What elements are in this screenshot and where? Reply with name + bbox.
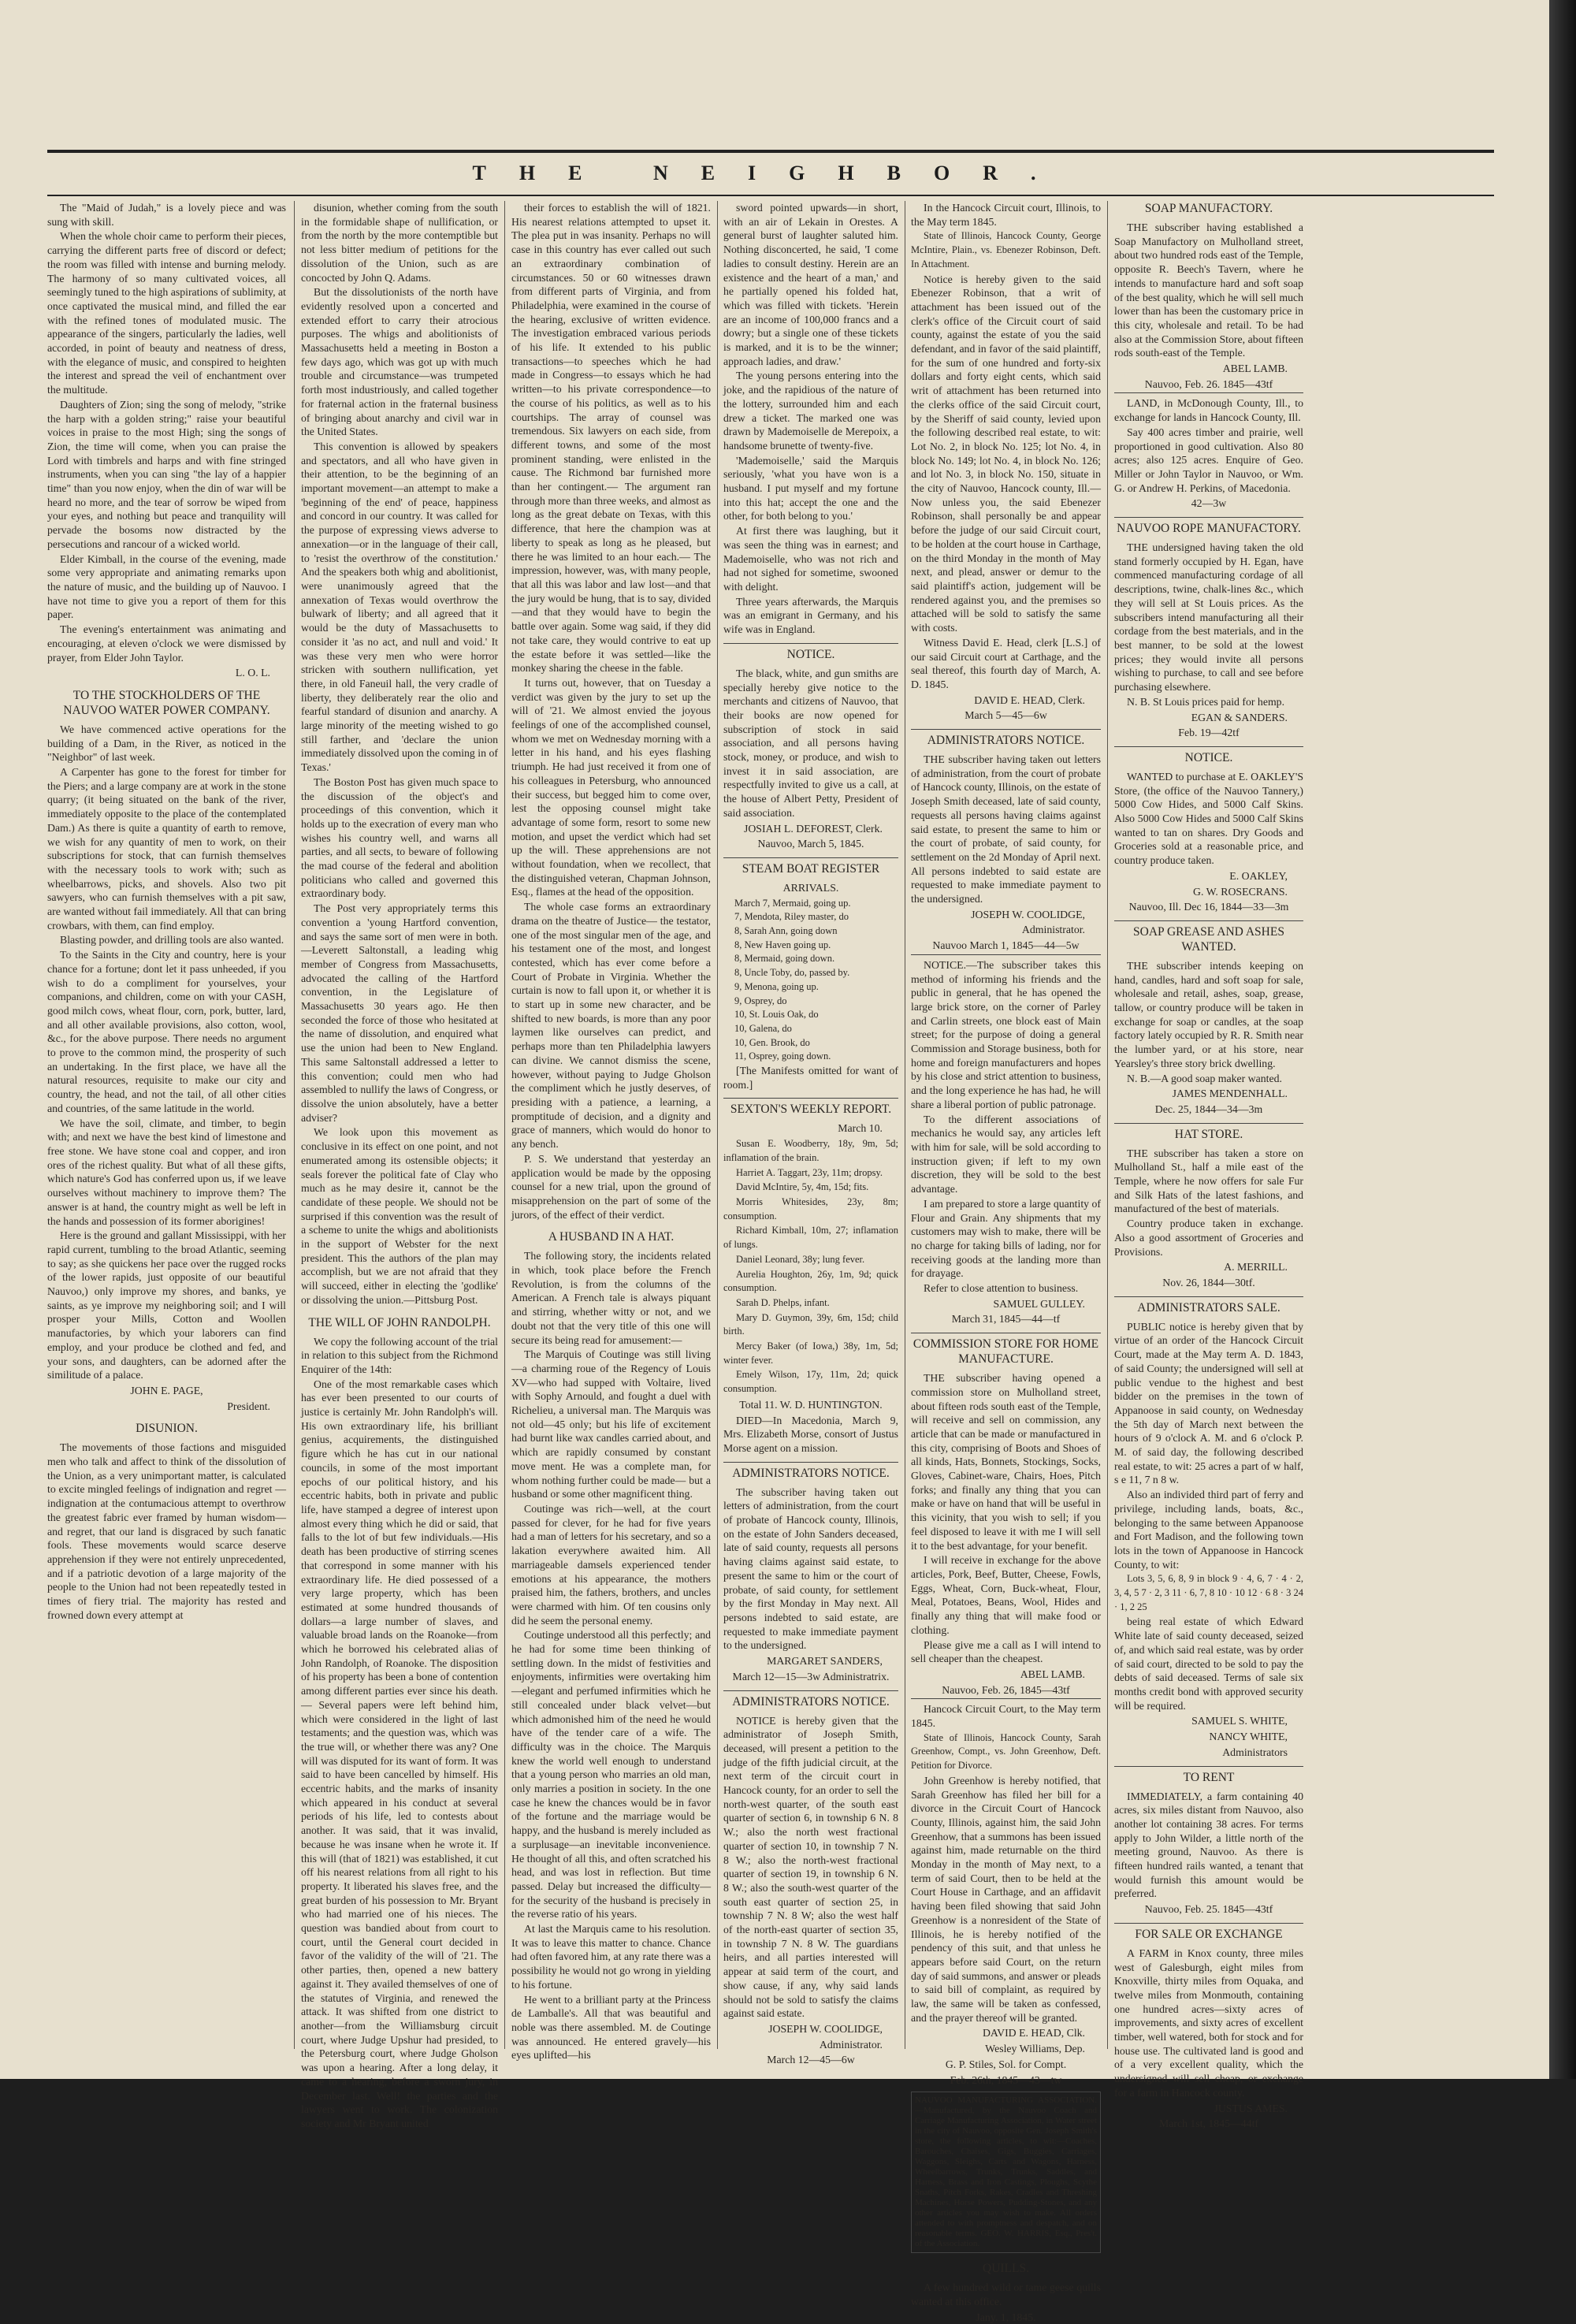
notice-heading: ADMINISTRATORS NOTICE. (723, 1690, 898, 1709)
notice-heading: SOAP GREASE AND ASHES WANTED. (1114, 920, 1303, 954)
advertisement-box: NAUVOO MANUFACTURING ASSOCIATION.—Manufactured, by the Nauvoo Coach and Carriage Manufacturing Association, in Water street in the city of Nauvoo, opposite Gen. Joseph Smith's store, the following articles, to wit:—Coaches, Barouches, Chaises, Gigs, Buggies, Carriages, Waggons, Sleighs, Carts and Wagons, Harness, Wheelbarrows, Trunks, Trunks, Saddles, and Harness, Brass and Iron Castings, Ploughs, Scythe Snaths, Pitch Forks, Rakes, Cradles and Threshing Machines, Horse Powers, Pudding-Stones, and any other articles you may wish to make. All orders attended to with promptness and despatch, and on reasonable terms. GEO. W. HARRIS, Esq., Pres't. of the Association. (911, 2092, 1101, 2253)
case-caption: State of Illinois, Hancock County, Sarah Greenhow, Compt., vs. John Greenhow, Deft. Petition for Divorce. (911, 1731, 1101, 1772)
signature-date: Jany. 1, 1845. (976, 2311, 1036, 2323)
list-item: 10, Gen. Brook, do (734, 1036, 810, 1048)
list-item: March 7, Mermaid, going up. (734, 897, 851, 909)
signature-date: Feb. 26th, 1845—43—tw (950, 2073, 1062, 2086)
signature: JAMES MENDENHALL. (1172, 1088, 1288, 1100)
signature: ABEL LAMB. (1020, 1668, 1085, 1680)
paragraph: When the whole choir came to perform their pieces, carrying the different parts free of discord or defect; the room was filled with intense and burning melody. The harmony of so many cultivated voices, all seemingly tuned to the high aspirations of sublimity, at once captivated the musical mind, and filled the ear with the refined tones of modulated music. The appearance of the singers, particularly the ladies, well accorded, in point of beauty and neatness of dress, with the elegance of music, and conspired to heighten the interest and spread the veil of enchantment over the multitude. (47, 230, 286, 396)
paragraph: Please give me a call as I will intend to sell cheaper than the cheapest. (911, 1638, 1101, 1665)
signature-date: Nauvoo, March 5, 1845. (757, 838, 864, 850)
lot-list: Lots 3, 5, 6, 8, 9 in block 9 · 4, 6, 7 · 4 · 2, 3, 4, 5 7 · 2, 3 11 · 6, 7, 8 10 · 10 12 · 6 8 · 3 24 · 1, 2 25 (1114, 1573, 1303, 1612)
signature: DAVID E. HEAD, Clk. (982, 2027, 1085, 2040)
paragraph: NOTICE is hereby given that the administrator of Joseph Smith, deceased, will present a petition to the judge of the fifth judicial circuit, at the next term of the circuit court in Hancock county, for an order to sell the north-west quarter, of the south east quarter of section 6, in township 6 N. 8 W.; also the north west fractional quarter of section 10, in township 7 N. 8 W.; also the north-west fractional quarter of section 19, in township 6 N. 8 W.; also the south-west quarter of the south east quarter of section 25, in township 7 N. 8 W; also the west half of the north-east quarter of section 35, in township 7 N. 8 W. The guardians heirs, and all parties interested will appear at said term of the court, and show cause, if any, why said lands should not be sold to satisfy the claims against said estate. (723, 1714, 898, 2020)
paragraph: PUBLIC notice is hereby given that by virtue of an order of the Hancock Circuit Court, made at the May term A. D. 1843, of said County; the undersigned will sell at public vendue to the highest and best bidder on the premises in the town of Appanoose in said county, on Wednesday the 5th day of March next between the hours of 9 o'clock A. M. and 6 o'clock P. M. of said day, the following described real estate, to wit: 25 acres a part of w half, s e 11, 7 n 8 w. (1114, 1320, 1303, 1486)
signature: DAVID E. HEAD, Clerk. (974, 693, 1085, 706)
list-item: Aurelia Houghton, 26y, 1m, 9d; quick consumption. (723, 1268, 898, 1294)
sexton-report-heading: SEXTON'S WEEKLY REPORT. (723, 1098, 898, 1117)
list-item: Mercy Baker (of Iowa,) 38y, 1m, 5d; winter fever. (723, 1340, 898, 1366)
signature-date: March 5—45—6w (965, 709, 1047, 722)
signature: JUSTUS AMES. (1214, 2102, 1288, 2114)
paragraph: But the dissolutionists of the north have evidently resolved upon a concerted and extended effort to carry their atrocious purposes. The whigs and abolitionists of Massachusetts held a meeting in Boston a few days ago, which was got up with much trouble and circumstance—was trumpeted forth most industriously, and called together for fraternal action in the fraternal business of bringing about anarchy and civil war in the United States. (301, 286, 498, 438)
paragraph: The Boston Post has given much space to the discussion of the object's and proceedings of this convention, which it holds up to the execration of every man who wishes his country well, and warns all parties, and all sects, to beware of following the mad course of the federal and abolition politicians who called and governed this extraordinary body. (301, 775, 498, 900)
signature: E. OAKLEY, (1229, 869, 1288, 882)
paragraph: It turns out, however, that on Tuesday a verdict was given by the jury to set up the will of '21. We almost envied the joyous feelings of one of the accomplished counsel, whom we met on Wednesday morning with a letter in his hand, and his eyes flashing triumph. He had just received it from one of his colleagues in Petersburg, who announced their success, but begged him to come over, lest the opposing counsel might take advantage of some form, resort to some new motion, and upset the verdict which had set up the will. These apprehensions are not without foundation, when we recollect, that the distinguished veteran, Chapman Johnson, Esq., flames at the head of the opposition. (511, 676, 711, 898)
notice-heading: TO RENT (1114, 1766, 1303, 1785)
list-item: 10, Galena, do (734, 1022, 792, 1034)
column-1 (47, 201, 286, 2045)
report-date: March 10. (838, 1122, 883, 1135)
list-item: 8, New Haven going up. (734, 939, 831, 950)
signature-date: Nauvoo, Ill. Dec 16, 1844—33—3m (1128, 901, 1289, 913)
list-item: 8, Sarah Ann, going down (734, 925, 838, 937)
paragraph: Also an individed third part of ferry and privilege, including lands, boats, &c., belonging to the same between Appanoose and Fort Madison, and the following town lots in the town of Appanoose in Hancock County, to wit: (1114, 1489, 1303, 1571)
column-6 (1114, 201, 1303, 2130)
paragraph: N. B. St Louis prices paid for hemp. (1127, 695, 1285, 708)
list-item: 8, Mermaid, going down. (734, 953, 835, 965)
notice-heading: NOTICE. (723, 643, 898, 662)
list-item: 9, Osprey, do (734, 995, 787, 1006)
paragraph: their forces to establish the will of 1821. His nearest relations attempted to upset it. The plea put in was insanity. Perhaps no will case in this country has ever called out such an extraordinary combination of circumstances. 50 or 60 witnesses drawn from different parts of Virginia, and from Philadelphia, were examined in the course of the hearing, exclusive of written evidence. The investigation embraced various periods of his life. It extended to his public transactions—to speeches which he had made in Congress—to essays which he had written—to his private correspondence—to the course of his politics, as well as to his courtships. The array of counsel was tremendous. Six lawyers on each side, from different towns, and some of the most prominent standing, were enlisted in the cause. The Richmond bar furnished more than her contingent.— The argument ran through more than three weeks, and almost as long as the great debate on Texas, with this difference, that here the champion was at liberty to speak as long as he pleased, but there he was limited to an hour each.— The impression, however, was, with many people, that all this was labor and law lost—and that the jury would be hung, that is to say, divided—and that they would have to begin the battle over again. Some wag said, if they did not take care, they would contrive to eat up the estate before it was settled—like the monkey sharing the cheese in the fable. (511, 202, 711, 675)
paragraph: He went to a brilliant party at the Princess de Lamballe's. All that was beautiful and noble was there assembled. M. de Coutinge was announced. He entered gravely—his eyes uplifted—his (511, 1993, 711, 2062)
notice-heading: HAT STORE. (1114, 1123, 1303, 1142)
article-heading: DISUNION. (136, 1422, 198, 1436)
paragraph: Hancock Circuit Court, to the May term 1845. (911, 1698, 1101, 1730)
paragraph: [The Manifests omitted for want of room.] (723, 1065, 898, 1091)
paragraph: A Carpenter has gone to the forest for timber for the Piers; and a large company are at work in the stone quarry; (it being situated on the bank of the river, immediately opposite to the place of the contemplated Dam.) As there is quite a quantity of earth to remove, we wish for any quantity of men to work, on their subscriptions for stock, that can furnish themselves with the necessary tools to work with; such as wheelbarrows, picks, and shovels. Also two pit sawyers, who can furnish themselves with a pit saw, are wanted without fail immediately. All that can bring crowbars, with them, can find employ. (47, 766, 286, 931)
signature-date: Nauvoo, Feb. 26. 1845—43tf (1144, 377, 1273, 390)
masthead-bottom-rule (47, 195, 1494, 196)
signature: G. P. Stiles, Sol. for Compt. (945, 2058, 1067, 2070)
paragraph: Coutinge was rich—well, at the court passed for clever, for he had for five years had a man of letters for his secretary, and so a lakation everywhere awaited him. All marriageable damsels experienced tender emotions at his appearance, the mothers praised him, the fathers, brothers, and uncles were charmed with him. Of ten cousins only did he seem the personal enemy. (511, 1502, 711, 1627)
paragraph: The young persons entering into the joke, and the rapidious of the nature of the lottery, surrounded him and each drew a ticket. The marked one was drawn by Mademoiselle de Merepoix, a handsome brunette of twenty-five. (723, 370, 898, 452)
signature: L. O. L. (235, 667, 270, 679)
column-3 (511, 201, 711, 2062)
paragraph: A FARM in Knox county, three miles west of Galesburgh, eight miles from Knoxville, thirty miles from Oquaka, and twelve miles from Monmouth, containing one hundred acres—sixty acres of improvements, and sixty acres of excellent timber, well watered, both for stock and for house use. The cultivated land is good and of a very excellent quality, which the undersigned will sell cheap, or exchange for a farm in Hancock county. (1114, 1947, 1303, 2099)
signature-date: Nauvoo March 1, 1845—44—5w (932, 939, 1080, 952)
paragraph: LAND, in McDonough County, Ill., to exchange for lands in Hancock County, Ill. (1114, 392, 1303, 424)
paragraph: The Post very appropriately terms this convention a 'young Hartford convention, and says the same sort of men were in both.—Leverett Saltonstall, a leading whig member of Congress from Massachusetts, advocated the calling of the Hartford convention, in the Legislature of Massachusetts 30 years ago. He then seconded the force of those who hesitated at the name of dissolution, and enquired what use the union had been to New England. This same Saltonstall addressed a letter to this convention; could men who had assembled to nullify the laws of Congress, or dissolve the union absolutely, have a better adviser? (301, 902, 498, 1124)
masthead-top-rule (47, 150, 1494, 153)
paragraph: THE subscriber having opened a commission store on Mulholland street, about fifteen rods south east of the Temple, will receive and sell on commission, any article that can be made or manufactured in this city, comprising of Boots and Shoes of all kinds, Hats, Bonnets, Stockings, Socks, Gloves, Cabinet-ware, Chairs, Hoes, Pitch forks; and finally any thing that you can make or have on hand that will be useful in this vicinity, that you wish to sell; if you feel disposed to leave it with me I will sell it to the best advantage, for your benefit. (911, 1372, 1101, 1552)
notice-heading: NOTICE. (1114, 746, 1303, 765)
signature: NANCY WHITE, (1209, 1731, 1288, 1743)
column-4 (723, 201, 898, 2066)
column-rule (1107, 201, 1108, 2049)
signature-title: Administrators (1222, 1746, 1288, 1758)
article-heading: TO THE STOCKHOLDERS OF THE NAUVOO WATER POWER COMPANY. (63, 688, 270, 717)
paragraph: The evening's entertainment was animating and encouraging, at eleven o'clock we were dismissed by prayer, from Elder John Taylor. (47, 623, 286, 664)
paragraph: We have commenced active operations for the building of a Dam, in the River, as noticed in the "Neighbor" of last week. (47, 723, 286, 764)
paragraph: We look upon this movement as conclusive in its effect on one point, and not enumerated among its ostensible objects; it seals forever the political fate of Clay who much as he may desire it, cannot be the candidate of these people. We should not be surprised if this convention was the result of a scheme to unite the whigs and abolitionists in the support of Webster for the next president. This the authors of the plan may accomplish, but we are not afraid that they will succeed, either in electing the 'godlike' or dissolving the union.—Pittsburg Post. (301, 1126, 498, 1306)
arrivals-list (723, 897, 898, 1064)
paragraph: Refer to close attention to business. (924, 1282, 1079, 1295)
paragraph: The "Maid of Judah," is a lovely piece and was sung with skill. (47, 202, 286, 228)
signature: MARGARET SANDERS, (767, 1655, 883, 1668)
paragraph: THE subscriber having established a Soap Manufactory on Mulholland street, about two hundred rods east of the Temple, opposite R. Beech's Tavern, where he intends to manufacture hard and soft soap of the best quality, which he will sell much lower than has been the customary price in this city, wholesale and retail. To be had also at the Commission Store, about fifteen rods south-east of the Temple. (1114, 221, 1303, 359)
list-item: 9, Menona, going up. (734, 980, 819, 992)
signature-title: President. (227, 1400, 270, 1412)
paragraph: THE subscriber having taken out letters of administration, from the court of probate of Hancock county, Illinois, on the estate of Joseph Smith deceased, late of said county, requests all persons having claims against said estate, to present the same to him or the court of probate, of said county, for settlement on the 2d Monday of April next. All persons indebted to said estate are requested to make immediate payment to the undersigned. (911, 753, 1101, 905)
paragraph: being real estate of which Edward White late of said county deceased, seized of, and which said real estate, was by order of said court, directed to be sold to pay the debts of said deceased. Terms of sale six months credit bond with approved security will be required. (1114, 1616, 1303, 1712)
paragraph: At last the Marquis came to his resolution. It was to leave this matter to chance. Chance had often favored him, at any rate there was a possibility he would not go wrong in yielding to his fortune. (511, 1923, 711, 1991)
notice-heading: COMMISSION STORE FOR HOME MANUFACTURE. (911, 1333, 1101, 1367)
arrivals-heading: ARRIVALS. (782, 881, 839, 894)
paragraph: NOTICE.—The subscriber takes this method of informing his friends and the public in general, that he has opened the large brick store, on the corner of Parley and Carlin streets, one block east of Main street; for the purpose of doing a general Commission and Storage business, both for home and foreign manufacturers and hopes by his close and strict attention to business, and the long experience he has had, he will share a liberal portion of public patronage. (911, 954, 1101, 1112)
notice-heading: NAUVOO ROPE MANUFACTORY. (1114, 517, 1303, 536)
paragraph: IMMEDIATELY, a farm containing 40 acres, six miles distant from Nauvoo, also another lot containing 38 acres. For terms apply to John Wilder, a little north of the meeting ground, Nauvoo. As there is fifteen hundred rails wanted, a tenant that would furnish this amount would be preferred. (1114, 1790, 1303, 1900)
paragraph: We have the soil, climate, and timber, to begin with; and next we have the best kind of limestone and free stone. We have stone coal and copper, and iron ores of the richest quality. But what of all these gifts, which nature's God has conferred upon us, if we leave ourselves without machinery to improve them? The answer is at hand, the country might as well be left in the hands and possession of its former aborigines! (47, 1117, 286, 1227)
article-heading: A HUSBAND IN A HAT. (548, 1230, 675, 1244)
book-binding-edge (1549, 0, 1576, 2079)
list-item: 8, Uncle Toby, do, passed by. (734, 967, 850, 979)
notice-heading: SOAP MANUFACTORY. (1144, 202, 1273, 215)
notice-heading: ADMINISTRATORS SALE. (1114, 1296, 1303, 1315)
paragraph: The movements of those factions and misguided men who talk and affect to think of the dissolution of the Union, as a very unimportant matter, is calculated to excite mingled feelings of indignation and regret —indignation at the contumacious attempt to overthrow the greatest fabric ever framed by human wisdom—and regret, that our land is disgraced by such fanatic fools. These movements would scarce deserve apprehension if they were not entirely unprecedented, and if a patriotic devotion of a large majority of the people to the Union had not been repeatedly tested in times of fiery trial. The majority has rested and frowned down every attempt at (47, 1441, 286, 1621)
list-item: 11, Osprey, going down. (734, 1050, 831, 1062)
list-item: Morris Whitesides, 23y, 8m; consumption. (723, 1196, 898, 1221)
paragraph: One of the most remarkable cases which has ever been presented to our courts of justice is certainly Mr. John Randolph's will. His own extraordinary life, his brilliant genius, acquirements, the distinguished figure which he has cut in our national councils, in some of the most important epochs of our political history, and his eccentric habits, both in private and public life, have stamped a degree of interest upon almost every thing which he did or said, that falls to the lot of but few individuals.—His death has been productive of stirring scenes that correspond in some manner with his extraordinary life. He died possessed of a very large property, which has been estimated at some hundred thousands of dollars—a large number of slaves, and valuable broad lands on the Roanoke—from which he borrowed his celebrated alias of John Randolph, of Roanoke. The disposition of his property has been a bone of contention among different parties ever since his death.— Several papers were left behind him, which were considered in the light of last testaments; and the question was, which was the true will, or whether there was any? One will was disputed for its want of form. It was said to have been cancelled by himself. His eccentric habits, and the marks of insanity which appeared in his conduct at several periods of his life, led to contests about another. It was said, that it was invalid, because he was insane when he wrote it. If this will (that of 1821) was established, it cut off his nearest relations from all right to his property. It liberated his slaves free, and the great burden of his possession to Mr. Bryant who had married one of his nieces. The question was bandied about from court to court, until the General court decided in favor of the validity of the will of '21. The other parties, then, opened a new battery against it. They availed themselves of one of the statutes of Virginia, and renewed the attack. It was shifted from one district to another—from the Williamsburg circuit court, where Judge Upshur had presided, to the Petersburg court, where Judge Gholson was upon a hearing. After a long delay, it came to a hearing, before a sworn jury, in December last. Well! the parties and the lawyers went to work. The colonization society and Mr Bryant united (301, 1378, 498, 2129)
signature: Wesley Williams, Dep. (985, 2043, 1085, 2055)
paragraph: I will receive in exchange for the above articles, Pork, Beef, Butter, Cheese, Fowls, Eggs, Wheat, Corn, Buck-wheat, Flour, Meal, Potatoes, Beans, Wool, Hides and finally any thing that will make food or clothing. (911, 1554, 1101, 1636)
paragraph: Here is the ground and gallant Mississippi, with her rapid current, tumbling to the broad Atlantic, seeming to say; as she quickens her pace over the rugged rocks of the lower rapids, just opposite of our beautiful Nauvoo,) only improve my shores, and banks, ye saints, as ye improve my neighboring soil; and I will prosper your Mills, Cotton and Woollen manufactories, by which your laborers can find employ, and your produce be clothed and fed, and your sons, and daughters, can be adorned after the similitude of a palace. (47, 1229, 286, 1381)
signature: JOHN E. PAGE, (130, 1384, 203, 1396)
column-5 (911, 201, 1102, 2323)
list-item: Daniel Leonard, 38y; lung fever. (736, 1253, 865, 1265)
list-item: Emely Wilson, 17y, 11m, 2d; quick consumption. (723, 1369, 898, 1395)
signature: EGAN & SANDERS. (1191, 711, 1288, 723)
signature-title: Administrator. (819, 2038, 883, 2051)
paragraph: A few hundred wild or tame geese quills wanted at this office. (911, 2281, 1101, 2307)
signature-date: March 1st, 1845—44tf (1158, 2118, 1259, 2130)
paragraph: Daughters of Zion; sing the song of melody, "strike the harp with a golden string;" raise your beautiful voices in praise to the most High; sing the songs of Zion, the time will come, when you can praise the Lord with timbrels and harps and with fine stringed instruments, when you can sing "the lay of a happier time" than you now enjoy, when the din of war will be heard no more, and the tear of sorrow be wiped from your eyes, and nothing but peace and tranquility will pervade the bosoms now distracted by the persecutions and rancour of a wicked world. (47, 398, 286, 550)
signature-date: March 12—15—3w Administratrix. (732, 1670, 890, 1683)
sexton-list (723, 1137, 898, 1396)
signature: A. MERRILL. (1224, 1261, 1288, 1274)
column-2 (301, 201, 498, 2129)
paragraph: The following story, the incidents related in which, took place before the French Revolution, is from the columns of the American. A French tale is always piquant and stirring, whether witty or not, and we doubt not that the very title of this one will secure its being read for amusement:— (511, 1250, 711, 1346)
paragraph: This convention is allowed by speakers and spectators, and all who have given in their attention, to be the beginning of an important movement—an attempt to make a 'beginning of the end' of peace, happiness and concord in our country. It was called for the purpose of expressing views adverse to annexation—or in the language of their call, to 'resist the overthrow of the constitution.' And the speakers both whig and abolitionist, were unanimously agreed that the annexation of Texas would overthrow the bulwark of liberty; and all agreed that it would be the duty of Massachusetts to consider it 'as no act, and null and void.' It was these very men who were horror stricken with southern nullification, yet there, in old Faneuil hall, the very cradle of liberty, they deliberately rear the olio and fearful standard of disunion and anarchy. A large minority of the meeting wished to go still farther, and 'declare the union immediately dissolved upon the coming in of Texas.' (301, 440, 498, 774)
paragraph: Notice is hereby given to the said Ebenezer Robinson, that a writ of attachment has been issued out of the clerk's office of the Circuit court of said county, against the estate of you the said defendant, and in favor of the said plaintiff, for the sum of one hundred and forty-six dollars and forty eight cents, which said writ of attachment has been returned into the clerks office of the said Circuit court, by the Sheriff of said county, levied upon the following described real estate, to wit: Lot No. 2, in block No. 125; lot No. 4, in block No. 149; lot No. 4, in block No. 126; and lot No. 3, in block No. 150, situate in the city of Nauvoo, Hancock county, Ill.—Now unless you, the said Ebenezer Robinson, shall personally be and appear before the judge of our said Circuit court, to be holden at the court house in Carthage, on the third Monday in the month of May next, and plead, answer or demur to the said plaintiff's action, judgement will be rendered against you, and the premises so attached will be sold to satisfy the same with costs. (911, 273, 1101, 634)
paragraph: Country produce taken in exchange. Also a good assortment of Groceries and Provisions. (1114, 1218, 1303, 1258)
paragraph: The whole case forms an extraordinary drama on the theatre of Justice— the testator, one of the most singular men of the age, and his testament one of the most, and longest contested, which has ever come before a Court of Probate in Virginia. Whether the curtain is now to fall upon it, or whether it is to start up in some new character, and be shifted to new boards, is more than any poor laymen like ourselves can predict, and perhaps more than ten Philadelphia lawyers can divine. We cannot dismiss the scene, however, without paying to Judge Gholson the compliment which he justly deserves, of presiding with a patience, a learning, a promptitude of decision, and a dignity and grace of manners, which would do honor to any bench. (511, 901, 711, 1151)
notice-heading: FOR SALE OR EXCHANGE (1114, 1923, 1303, 1942)
article-heading: THE WILL OF JOHN RANDOLPH. (308, 1315, 491, 1329)
paragraph: Witness David E. Head, clerk [L.S.] of our said Circuit court at Carthage, and the seal thereof, this fourth day of March, A. D. 1845. (911, 636, 1101, 690)
paragraph: Elder Kimball, in the course of the evening, made some very appropriate and animating remarks upon the nature of music, and the building up of Nauvoo. I have not time to give you a report of them for this paper. (47, 552, 286, 621)
signature-title: Administrator. (1021, 924, 1085, 936)
list-item: David McIntire, 5y, 4m, 15d; fits. (736, 1181, 869, 1193)
signature: JOSEPH W. COOLIDGE, (768, 2022, 883, 2035)
paragraph: We copy the following account of the trial in relation to this subject from the Richmond Enquirer of the 14th: (301, 1335, 498, 1375)
paragraph: Blasting powder, and drilling tools are also wanted. (60, 934, 284, 946)
paragraph: Three years afterwards, the Marquis was an emigrant in Germany, and his wife was in England. (723, 595, 898, 636)
paragraph: To the different associations of mechanics he would say, any articles left with him for sale, will be sold according to instruction given; if left to my own discretion, they will be sold to the best advantage. (911, 1113, 1101, 1195)
signature-date: 42—3w (1191, 497, 1227, 510)
paragraph: John Greenhow is hereby notified, that Sarah Greenhow has filed her bill for a divorce in the Circuit Court of Hancock County, Illinois, against him, the said John Greenhow, that a summons has been issued against him, made returnable on the third Monday in the month of May next, to a term of said Court, then to be held at the Court House in Carthage, and an affidavit having been filed showing that said John Greenhow is a nonresident of the State of Illinois, he is hereby notified of the pendency of this suit, and that unless he appears before said Court, on the return day of said summons, and answer or pleads to said bill of complaint, as required by law, the same will be taken as confessed, and the prayer thereof will be granted. (911, 1774, 1101, 2024)
case-caption: State of Illinois, Hancock County, George McIntire, Plain., vs. Ebenezer Robinson, Deft. In Attachment. (911, 230, 1101, 270)
paragraph: Coutinge understood all this perfectly; and he had for some time been thinking of settling down. In the midst of festivities and enjoyments, infirmities were overtaking him—elegant and perfumed infirmities which he still concealed under black velvet—but which admonished him of the need he would have of the tender care of a wife. The difficulty was in the choice. The Marquis knew the world well enough to understand that a young person who marries an old man, only marries a position in society. In the one case he knew the chances would be in favor of the fortune and the marriage would be happy, and the husband is merely included as a surplusage—an inevitable inconvenience. He thought of all this, and often scratched his head, and was lost in reflection. But time passed. Delay but increased the difficulty—for the security of the husband is precisely in the reverse ratio of his years. (511, 1629, 711, 1921)
notice-heading: QUILLS. (983, 2262, 1029, 2276)
signature: JOSEPH W. COOLIDGE, (971, 908, 1085, 920)
paragraph: The Marquis of Coutinge was still living —a charming roue of the Regency of Louis XV—who had supped with Voltaire, lived with Sophy Arnould, and fought a duel with Richelieu, a universal man. The Marquis was not old—45 only; but his life of excitement had burnt like wax candles carried about, and which are rapidly consumed by constant move ment. He was a complete man, for whom nothing further could be made— but a husband or some other magnificent thing. (511, 1348, 711, 1500)
signature: SAMUEL GULLEY. (993, 1297, 1085, 1310)
paragraph: In the Hancock Circuit court, Illinois, to the May term 1845. (911, 202, 1101, 228)
list-item: Harriet A. Taggart, 23y, 11m; dropsy. (736, 1166, 883, 1178)
signature: JOSIAH L. DEFOREST, Clerk. (743, 822, 883, 835)
paragraph: To the Saints in the City and country, here is your chance for a fortune; dont let it pass unheeded, if you wish to do a compliment for yourselves, your companions, and children, come on with your CASH, good milch cows, wheat flour, corn, pork, butter, lard, and all other available provisions, also cotton, wool, &c., for the above purpose. There needs no argument to prove to the common mind, the prosperity of such an undertaking. In the first place, we have all the natural resources, requisite to make our city and country, the head, and not the tail, of all other cities and countries, of the same latitude in the world. (47, 949, 286, 1114)
masthead-title: THE NEIGHBOR. (472, 162, 1069, 184)
notice-heading: ADMINISTRATORS NOTICE. (911, 729, 1101, 748)
paragraph: disunion, whether coming from the south in the formidable shape of nullification, or from the north by the more contemptible but not less bitter medium of petitions for the dissolution of the Union, such as are concocted by John Q. Adams. (301, 202, 498, 284)
steamboat-register-heading: STEAM BOAT REGISTER (723, 857, 898, 876)
list-item: Richard Kimball, 10m, 27; inflamation of lungs. (723, 1225, 898, 1251)
list-item: Susan E. Woodberry, 18y, 9m, 5d; inflamation of the brain. (723, 1138, 898, 1163)
signature: SAMUEL S. WHITE, (1191, 1715, 1288, 1727)
paragraph: THE subscriber has taken a store on Mulholland St., half a mile east of the Temple, where he now offers for sale Fur and Silk Hats of the latest fashions, and manufactured of the best of materials. (1114, 1147, 1303, 1215)
paragraph: DIED—In Macedonia, March 9, Mrs. Elizabeth Morse, consort of Justus Morse agent on a mission. (723, 1414, 898, 1454)
signature: G. W. ROSECRANS. (1193, 885, 1288, 898)
column-rule (504, 201, 505, 2049)
signature-date: March 12—45—6w (767, 2054, 855, 2066)
report-total: Total 11. W. D. HUNTINGTON. (739, 1398, 883, 1411)
paragraph: N. B.—A good soap maker wanted. (1127, 1072, 1282, 1084)
list-item: 10, St. Louis Oak, do (734, 1009, 819, 1021)
signature: ABEL LAMB. (1222, 363, 1288, 375)
paragraph: I am prepared to store a large quantity of Flour and Grain. Any shipments that my customers may wish to make, there will be no charge for taking bills of lading, nor for receiving goods at the landing more than for drayage. (911, 1197, 1102, 1280)
paragraph: sword pointed upwards—in short, with an air of Lekain in Orestes. A general burst of laughter saluted him. Nothing disconcerted, he said, 'I come ladies to consult destiny. Herein are an existence and the heart of a man,' and he partially opened his folded hat, which was filled with tickets. 'Herein are an income of 100,000 francs and a dowry; but a single one of these tickets is marked, and it is to be the winner; approach ladies, and draw.' (723, 202, 898, 367)
notice-heading: ADMINISTRATORS NOTICE. (723, 1462, 898, 1481)
list-item: 7, Mendota, Riley master, do (734, 911, 849, 923)
paragraph: WANTED to purchase at E. OAKLEY'S Store, (the office of the Nauvoo Tannery,) 5000 Cow Hides, and 5000 Calf Skins. Also 5000 Cow Hides and 5000 Calf Skins wanted to tan on shares. Dry Goods and Groceries sold at a reasonable price, and country produce taken. (1114, 770, 1303, 867)
paragraph: The subscriber having taken out letters of administration, from the court of probate of Hancock county, Illinois, on the estate of John Sanders deceased, late of said county, requests all persons having claims against said estate, to present the same to him or the court of probate, of said county, for settlement by the first Monday in May next. All persons indebted to said estate, are requested to make immediate payment to the undersigned. (723, 1486, 898, 1652)
signature-date: Feb. 19—42tf (1178, 727, 1240, 739)
list-item: Sarah D. Phelps, infant. (736, 1296, 830, 1308)
signature-date: Nauvoo, Feb. 26, 1845—43tf (942, 1683, 1070, 1696)
column-rule (294, 201, 295, 2049)
paragraph: At first there was laughing, but it was seen the thing was in earnest; and Mademoiselle, who was not rich and had not sighed for sometime, swooned with delight. (723, 525, 898, 593)
paragraph: THE subscriber intends keeping on hand, candles, hard and soft soap for sale, wholesale and retail, ashes, soap, grease, tallow, or country produce will be taken in exchange for soap or candles, at the soap factory lately occupied by R. R. Smith near the lumber yard, or at his store, near Yearsley's three story brick dwelling. (1114, 959, 1303, 1069)
signature-date: Nov. 26, 1844—30tf. (1162, 1277, 1255, 1288)
list-item: Mary D. Guymon, 39y, 6m, 15d; child birth. (723, 1311, 898, 1337)
signature-date: Nauvoo, Feb. 25. 1845—43tf (1144, 1903, 1273, 1916)
signature-date: March 31, 1845—44—tf (951, 1313, 1061, 1326)
signature-date: Dec. 25, 1844—34—3m (1154, 1103, 1263, 1115)
column-rule (717, 201, 718, 2049)
paragraph: Say 400 acres timber and prairie, well proportioned in good cultivation. Also 80 acres; also 125 acres. Enquire of Geo. Miller or John Taylor in Nauvoo, or Wm. G. or Andrew H. Perkins, of Macedonia. (1114, 426, 1303, 494)
paragraph: P. S. We understand that yesterday an application would be made by the opposing counsel for a new trial, upon the ground of misapprehension on the part of some of the jurors, of the effect of their verdict. (511, 1152, 711, 1221)
paragraph: The black, white, and gun smiths are specially hereby give notice to the merchants and citizens of Nauvoo, that their books are now opened for subscription of stock in said association, and all persons having stock, money, or produce, and wish to invest it in said association, are respectfully invited to give us a call, at the house of Albert Petty, President of said association. (723, 667, 898, 819)
paragraph: THE undersigned having taken the old stand formerly occupied by H. Egan, have commenced manufacturing cordage of all descriptions, twine, chalk-lines &c., which they will sell at St Louis prices. As the subscribers intend manufacturing all their cordage from the best materials, and in the best manner, to be sold at the lowest prices; they would invite all persons wishing to purchase, to call and see before purchasing elsewhere. (1114, 541, 1303, 693)
paragraph: 'Mademoiselle,' said the Marquis seriously, 'what you have won is a husband. I put myself and my fortune into this hat; accept the one and the other, for both belong to you.' (723, 454, 898, 522)
